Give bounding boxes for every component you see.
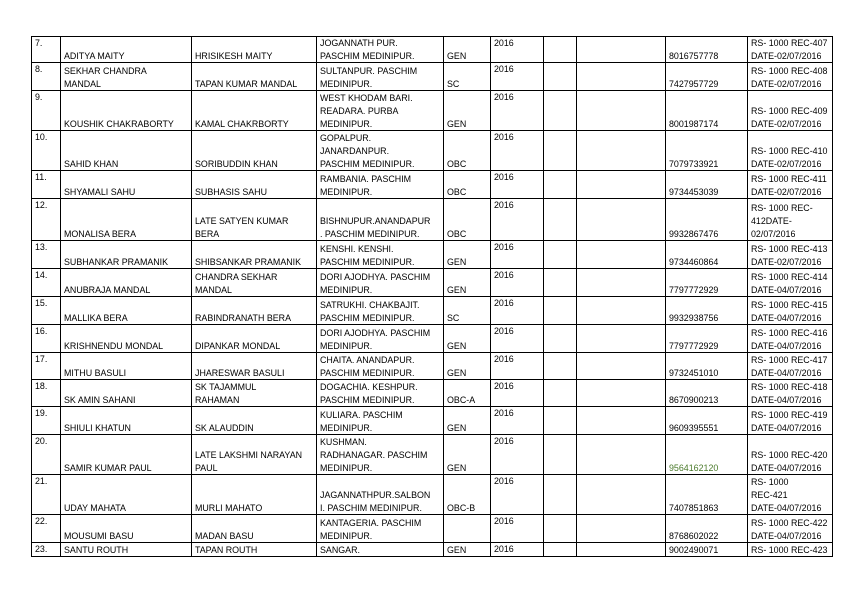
year-cell: 2016 [491,199,544,241]
address-cell: SULTANPUR. PASCHIM MEDINIPUR. [317,63,444,91]
blank-cell [577,515,666,543]
remarks-cell: RS- 1000 REC-410 DATE-02/07/2016 [748,131,833,171]
address-cell: CHAITA. ANANDAPUR. PASCHIM MEDINIPUR. [317,353,444,380]
phone-cell: 7797772929 [666,269,748,297]
serial-cell: 12. [32,199,61,241]
table-row [32,435,833,475]
year-cell: 2016 [491,269,544,297]
registration-table [31,36,833,557]
phone-cell: 9734453039 [666,171,748,199]
name-cell: SEKHAR CHANDRA MANDAL [61,63,192,91]
name-cell: SAMIR KUMAR PAUL [61,435,192,475]
year-cell: 2016 [491,407,544,435]
table-row [32,63,833,91]
remarks-cell: RS- 1000 REC-418 DATE-04/07/2016 [748,380,833,407]
year-cell: 2016 [491,91,544,131]
blank-cell [577,543,666,557]
guardian-cell: SK ALAUDDIN [192,407,317,435]
guardian-cell: SHIBSANKAR PRAMANIK [192,241,317,269]
guardian-cell: LATE SATYEN KUMAR BERA [192,199,317,241]
guardian-cell: JHARESWAR BASULI [192,353,317,380]
phone-cell: 8768602022 [666,515,748,543]
table-row [32,407,833,435]
blank-cell [544,325,577,353]
table-row [32,475,833,515]
category-cell: OBC [444,171,491,199]
blank-cell [577,325,666,353]
table-row [32,241,833,269]
address-cell: DORI AJODHYA. PASCHIM MEDINIPUR. [317,269,444,297]
category-cell: GEN [444,407,491,435]
address-cell: JAGANNATHPUR.SALBON I. PASCHIM MEDINIPUR. [317,475,444,515]
address-cell: GOPALPUR. JANARDANPUR. PASCHIM MEDINIPUR. [317,131,444,171]
name-cell: MOUSUMI BASU [61,515,192,543]
name-cell: KOUSHIK CHAKRABORTY [61,91,192,131]
serial-cell: 17. [32,353,61,380]
address-cell: SATRUKHI. CHAKBAJIT. PASCHIM MEDINIPUR. [317,297,444,325]
guardian-cell: HRISIKESH MAITY [192,37,317,63]
guardian-cell: DIPANKAR MONDAL [192,325,317,353]
address-cell: RAMBANIA. PASCHIM MEDINIPUR. [317,171,444,199]
phone-cell: 9564162120 [666,435,748,475]
table-row [32,269,833,297]
remarks-cell: RS- 1000 REC-417 DATE-04/07/2016 [748,353,833,380]
year-cell: 2016 [491,325,544,353]
address-cell: KANTAGERIA. PASCHIM MEDINIPUR. [317,515,444,543]
serial-cell: 15. [32,297,61,325]
table-row [32,199,833,241]
blank-cell [577,407,666,435]
table-body [32,37,833,557]
guardian-cell: SUBHASIS SAHU [192,171,317,199]
phone-cell: 9932938756 [666,297,748,325]
table-row [32,543,833,557]
serial-cell: 19. [32,407,61,435]
blank-cell [577,199,666,241]
year-cell: 2016 [491,543,544,557]
phone-cell: 9609395551 [666,407,748,435]
guardian-cell: RABINDRANATH BERA [192,297,317,325]
name-cell: SHIULI KHATUN [61,407,192,435]
remarks-cell: RS- 1000 REC-408 DATE-02/07/2016 [748,63,833,91]
year-cell: 2016 [491,131,544,171]
table-row [32,325,833,353]
serial-cell: 9. [32,91,61,131]
address-cell: KULIARA. PASCHIM MEDINIPUR. [317,407,444,435]
table-row [32,380,833,407]
year-cell: 2016 [491,380,544,407]
remarks-cell: RS- 1000 REC-407 DATE-02/07/2016 [748,37,833,63]
blank-cell [544,241,577,269]
blank-cell [544,37,577,63]
name-cell: SAHID KHAN [61,131,192,171]
table-row [32,353,833,380]
year-cell: 2016 [491,435,544,475]
serial-cell: 21. [32,475,61,515]
phone-cell: 7797772929 [666,325,748,353]
category-cell: GEN [444,241,491,269]
guardian-cell: MURLI MAHATO [192,475,317,515]
blank-cell [577,241,666,269]
address-cell: SANGAR. [317,543,444,557]
remarks-cell: RS- 1000 REC-413 DATE-02/07/2016 [748,241,833,269]
phone-cell: 8016757778 [666,37,748,63]
serial-cell: 7. [32,37,61,63]
remarks-cell: RS- 1000 REC-422 DATE-04/07/2016 [748,515,833,543]
table-row [32,37,833,63]
category-cell: OBC [444,131,491,171]
serial-cell: 16. [32,325,61,353]
table-row [32,515,833,543]
blank-cell [544,543,577,557]
blank-cell [544,63,577,91]
blank-cell [544,353,577,380]
name-cell: ANUBRAJA MANDAL [61,269,192,297]
guardian-cell: SORIBUDDIN KHAN [192,131,317,171]
name-cell: UDAY MAHATA [61,475,192,515]
phone-cell: 8001987174 [666,91,748,131]
year-cell: 2016 [491,353,544,380]
blank-cell [544,269,577,297]
remarks-cell: RS- 1000 REC-409 DATE-02/07/2016 [748,91,833,131]
category-cell: OBC-B [444,475,491,515]
name-cell: SANTU ROUTH [61,543,192,557]
serial-cell: 23. [32,543,61,557]
blank-cell [544,91,577,131]
table-row [32,297,833,325]
address-cell: WEST KHODAM BARI. READARA. PURBA MEDINIPUR. [317,91,444,131]
blank-cell [544,435,577,475]
blank-cell [577,131,666,171]
address-cell: JOGANNATH PUR. PASCHIM MEDINIPUR. [317,37,444,63]
blank-cell [577,37,666,63]
blank-cell [577,475,666,515]
blank-cell [577,63,666,91]
category-cell: GEN [444,91,491,131]
phone-cell: 7079733921 [666,131,748,171]
phone-cell: 9732451010 [666,353,748,380]
remarks-cell: RS- 1000 REC-416 DATE-04/07/2016 [748,325,833,353]
name-cell: SUBHANKAR PRAMANIK [61,241,192,269]
serial-cell: 18. [32,380,61,407]
name-cell: MONALISA BERA [61,199,192,241]
remarks-cell: RS- 1000 REC-419 DATE-04/07/2016 [748,407,833,435]
phone-cell: 8670900213 [666,380,748,407]
blank-cell [544,380,577,407]
address-cell: DORI AJODHYA. PASCHIM MEDINIPUR. [317,325,444,353]
guardian-cell: MADAN BASU [192,515,317,543]
serial-cell: 11. [32,171,61,199]
address-cell: KUSHMAN. RADHANAGAR. PASCHIM MEDINIPUR. [317,435,444,475]
serial-cell: 8. [32,63,61,91]
blank-cell [544,131,577,171]
phone-cell: 9002490071 [666,543,748,557]
blank-cell [544,475,577,515]
remarks-cell: RS- 1000 REC-414 DATE-04/07/2016 [748,269,833,297]
remarks-cell: RS- 1000 REC- 412DATE- 02/07/2016 [748,199,833,241]
category-cell: GEN [444,269,491,297]
category-cell: GEN [444,543,491,557]
year-cell: 2016 [491,475,544,515]
blank-cell [577,435,666,475]
phone-cell: 9734460864 [666,241,748,269]
category-cell: OBC-A [444,380,491,407]
category-cell: SC [444,297,491,325]
year-cell: 2016 [491,63,544,91]
name-cell: MALLIKA BERA [61,297,192,325]
blank-cell [544,515,577,543]
category-cell: GEN [444,37,491,63]
guardian-cell: CHANDRA SEKHAR MANDAL [192,269,317,297]
guardian-cell: SK TAJAMMUL RAHAMAN [192,380,317,407]
blank-cell [544,199,577,241]
remarks-cell: RS- 1000 REC-411 DATE-02/07/2016 [748,171,833,199]
table-row [32,91,833,131]
year-cell: 2016 [491,297,544,325]
name-cell: ADITYA MAITY [61,37,192,63]
blank-cell [577,269,666,297]
category-cell: GEN [444,353,491,380]
name-cell: MITHU BASULI [61,353,192,380]
table-row [32,171,833,199]
phone-cell: 7407851863 [666,475,748,515]
year-cell: 2016 [491,241,544,269]
blank-cell [577,353,666,380]
name-cell: SK AMIN SAHANI [61,380,192,407]
blank-cell [544,297,577,325]
name-cell: KRISHNENDU MONDAL [61,325,192,353]
blank-cell [577,91,666,131]
remarks-cell: RS- 1000 REC-423 [748,543,833,557]
category-cell: GEN [444,435,491,475]
address-cell: KENSHI. KENSHI. PASCHIM MEDINIPUR. [317,241,444,269]
guardian-cell: LATE LAKSHMI NARAYAN PAUL [192,435,317,475]
table-row [32,131,833,171]
year-cell: 2016 [491,37,544,63]
phone-cell: 9932867476 [666,199,748,241]
category-cell: OBC [444,199,491,241]
year-cell: 2016 [491,515,544,543]
serial-cell: 22. [32,515,61,543]
category-cell: SC [444,63,491,91]
blank-cell [577,171,666,199]
serial-cell: 13. [32,241,61,269]
blank-cell [544,171,577,199]
remarks-cell: RS- 1000 REC-420 DATE-04/07/2016 [748,435,833,475]
phone-cell: 7427957729 [666,63,748,91]
serial-cell: 14. [32,269,61,297]
remarks-cell: RS- 1000 REC-421 DATE-04/07/2016 [748,475,833,515]
category-cell [444,515,491,543]
guardian-cell: TAPAN KUMAR MANDAL [192,63,317,91]
remarks-cell: RS- 1000 REC-415 DATE-04/07/2016 [748,297,833,325]
guardian-cell: KAMAL CHAKRBORTY [192,91,317,131]
serial-cell: 20. [32,435,61,475]
blank-cell [577,297,666,325]
blank-cell [544,407,577,435]
serial-cell: 10. [32,131,61,171]
address-cell: DOGACHIA. KESHPUR. PASCHIM MEDINIPUR. [317,380,444,407]
year-cell: 2016 [491,171,544,199]
guardian-cell: TAPAN ROUTH [192,543,317,557]
category-cell: GEN [444,325,491,353]
address-cell: BISHNUPUR.ANANDAPUR . PASCHIM MEDINIPUR. [317,199,444,241]
name-cell: SHYAMALI SAHU [61,171,192,199]
blank-cell [577,380,666,407]
